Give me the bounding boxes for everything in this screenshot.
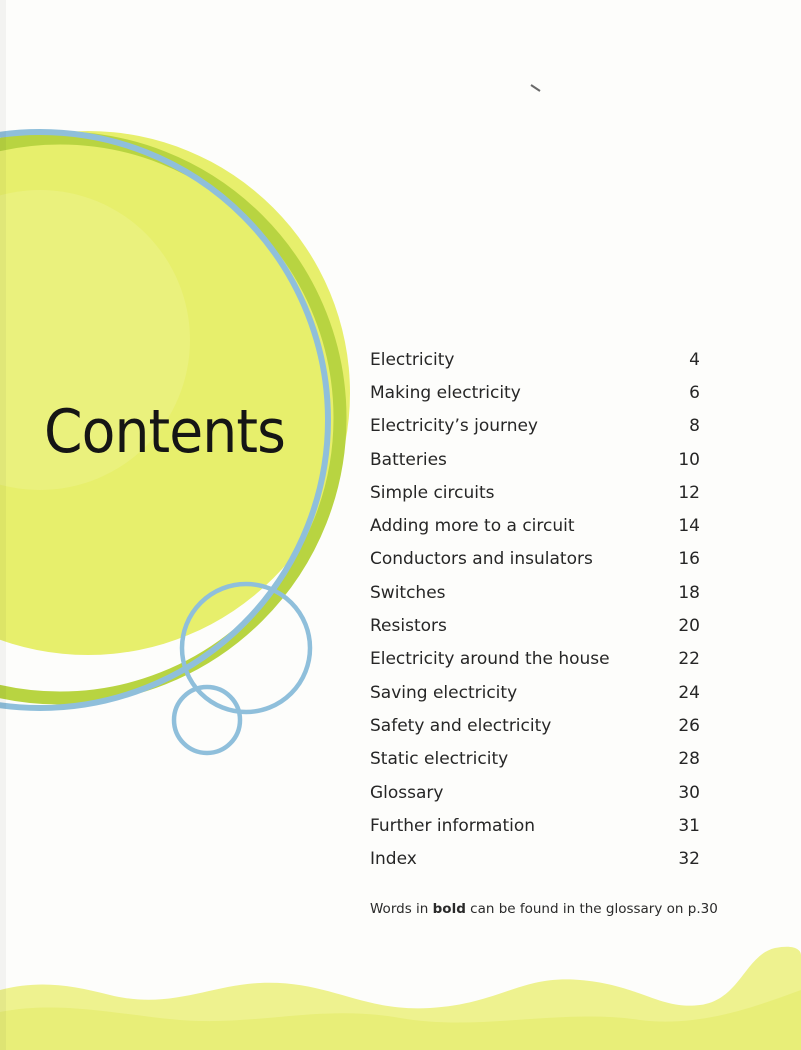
toc-entry-title: Adding more to a circuit [370, 516, 575, 537]
toc-entry-page: 24 [678, 682, 700, 703]
bubble-large [182, 584, 310, 712]
toc-entry [370, 509, 700, 542]
toc-entry [370, 809, 700, 842]
toc-entry-title: Electricity [370, 349, 455, 370]
toc-entry-page: 32 [678, 849, 700, 870]
toc-entry-title: Electricity’s journey [370, 416, 538, 437]
toc-entry-page: 18 [678, 582, 700, 603]
toc-entry-page: 4 [689, 349, 700, 370]
toc-entry-title: Conductors and insulators [370, 549, 593, 570]
toc-entry [370, 643, 700, 676]
toc-entry [370, 476, 700, 509]
toc-entry-title: Batteries [370, 449, 447, 470]
toc-entry-title: Switches [370, 582, 446, 603]
toc-entry [370, 343, 700, 376]
toc-entry-page: 12 [678, 482, 700, 503]
toc-entry [370, 609, 700, 642]
toc-entry [370, 776, 700, 809]
toc-entry-page: 20 [678, 616, 700, 637]
toc-entry [370, 842, 700, 875]
toc-entry [370, 376, 700, 409]
toc-entry-title: Saving electricity [370, 682, 518, 703]
toc-entry-title: Further information [370, 815, 536, 836]
toc-entry-page: 16 [678, 549, 700, 570]
glossary-note-before: Words in [370, 901, 433, 917]
toc-entry-page: 14 [678, 516, 700, 537]
toc-entry [370, 543, 700, 576]
toc-entry-page: 30 [678, 782, 700, 803]
glossary-note [370, 901, 718, 917]
toc-entry-title: Safety and electricity [370, 715, 552, 736]
toc-entry [370, 410, 700, 443]
toc-entry-title: Glossary [370, 782, 444, 803]
table-of-contents [370, 343, 700, 876]
toc-entry-page: 10 [678, 449, 700, 470]
toc-entry-page: 8 [689, 416, 700, 437]
page-title: Contents [44, 397, 285, 467]
toc-entry-title: Resistors [370, 616, 447, 637]
toc-entry-title: Index [370, 849, 417, 870]
toc-entry-title: Making electricity [370, 382, 521, 403]
glossary-note-after: can be found in the glossary on p.30 [465, 901, 718, 917]
toc-entry [370, 576, 700, 609]
toc-entry [370, 709, 700, 742]
toc-entry-page: 31 [678, 815, 700, 836]
page-edge-shadow [0, 0, 6, 1050]
toc-entry-page: 6 [689, 382, 700, 403]
toc-entry-page: 26 [678, 715, 700, 736]
toc-entry-page: 28 [678, 749, 700, 770]
toc-entry [370, 676, 700, 709]
toc-entry [370, 743, 700, 776]
toc-entry [370, 443, 700, 476]
toc-entry-title: Simple circuits [370, 482, 495, 503]
speck-mark [531, 85, 540, 91]
toc-entry-title: Static electricity [370, 749, 509, 770]
glossary-note-bold: bold [432, 901, 466, 917]
toc-entry-title: Electricity around the house [370, 649, 610, 670]
toc-entry-page: 22 [678, 649, 700, 670]
